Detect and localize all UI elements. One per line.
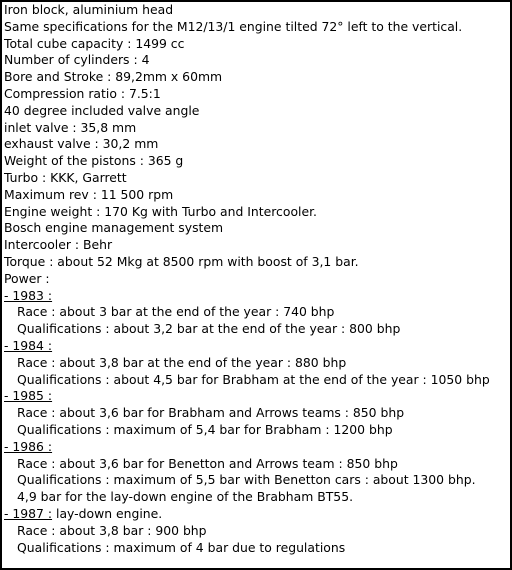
spec-line: Weight of the pistons : 365 g: [4, 153, 184, 169]
spec-line: Bore and Stroke : 89,2mm x 60mm: [4, 69, 223, 85]
spec-line: Turbo : KKK, Garrett: [4, 169, 127, 185]
season-qual-continuation: 4,9 bar for the lay-down engine of the Brabham BT55.: [17, 489, 354, 505]
season-race-line: Race : about 3,8 bar : 900 bhp: [17, 522, 207, 538]
season-race-line: Race : about 3,6 bar for Benetton and Arrows team : 850 bhp: [17, 455, 398, 471]
season-heading: - 1986 :: [4, 438, 53, 454]
season-1985: [4, 388, 508, 405]
season-heading-suffix: lay-down engine.: [52, 505, 163, 521]
season-qual-line: Qualifications : maximum of 4 bar due to regulations: [17, 539, 346, 555]
engine-spec-text: [4, 2, 508, 556]
spec-line: 40 degree included valve angle: [4, 102, 200, 118]
season-qual-line: Qualifications : about 3,2 bar at the end of the year : 800 bhp: [17, 321, 401, 337]
spec-line: Same specifications for the M12/13/1 engine tilted 72° left to the vertical.: [4, 18, 463, 34]
season-heading: - 1984 :: [4, 337, 53, 353]
season-race-line: Race : about 3,6 bar for Brabham and Arrows teams : 850 bhp: [17, 405, 405, 421]
spec-line: Iron block, aluminium head: [4, 2, 174, 17]
season-qual-line: Qualifications : maximum of 5,5 bar with Benetton cars : about 1300 bhp.: [17, 472, 476, 488]
season-heading: - 1983 :: [4, 287, 53, 303]
season-qual-line: Qualifications : about 4,5 bar for Brabham at the end of the year : 1050 bhp: [17, 371, 490, 387]
spec-line: Maximum rev : 11 500 rpm: [4, 186, 174, 202]
season-heading: - 1985 :: [4, 388, 53, 404]
spec-line: Torque : about 52 Mkg at 8500 rpm with boost of 3,1 bar.: [4, 253, 359, 269]
power-heading: Power :: [4, 270, 50, 286]
season-heading: - 1987 :: [4, 505, 53, 521]
season-1987: [4, 506, 508, 523]
spec-line: Engine weight : 170 Kg with Turbo and Intercooler.: [4, 203, 317, 219]
season-race-line: Race : about 3,8 bar at the end of the year : 880 bhp: [17, 354, 347, 370]
season-qual-line: Qualifications : maximum of 5,4 bar for Brabham : 1200 bhp: [17, 421, 393, 437]
spec-line: Intercooler : Behr: [4, 237, 113, 253]
spec-line: inlet valve : 35,8 mm: [4, 119, 137, 135]
season-1984: [4, 338, 508, 355]
spec-line: Compression ratio : 7.5:1: [4, 85, 161, 101]
season-1986: [4, 439, 508, 456]
spec-line: Bosch engine management system: [4, 220, 224, 236]
season-1983: [4, 288, 508, 305]
spec-line: exhaust valve : 30,2 mm: [4, 136, 159, 152]
season-race-line: Race : about 3 bar at the end of the year : 740 bhp: [17, 304, 335, 320]
spec-line: Number of cylinders : 4: [4, 52, 150, 68]
spec-line: Total cube capacity : 1499 cc: [4, 35, 185, 51]
